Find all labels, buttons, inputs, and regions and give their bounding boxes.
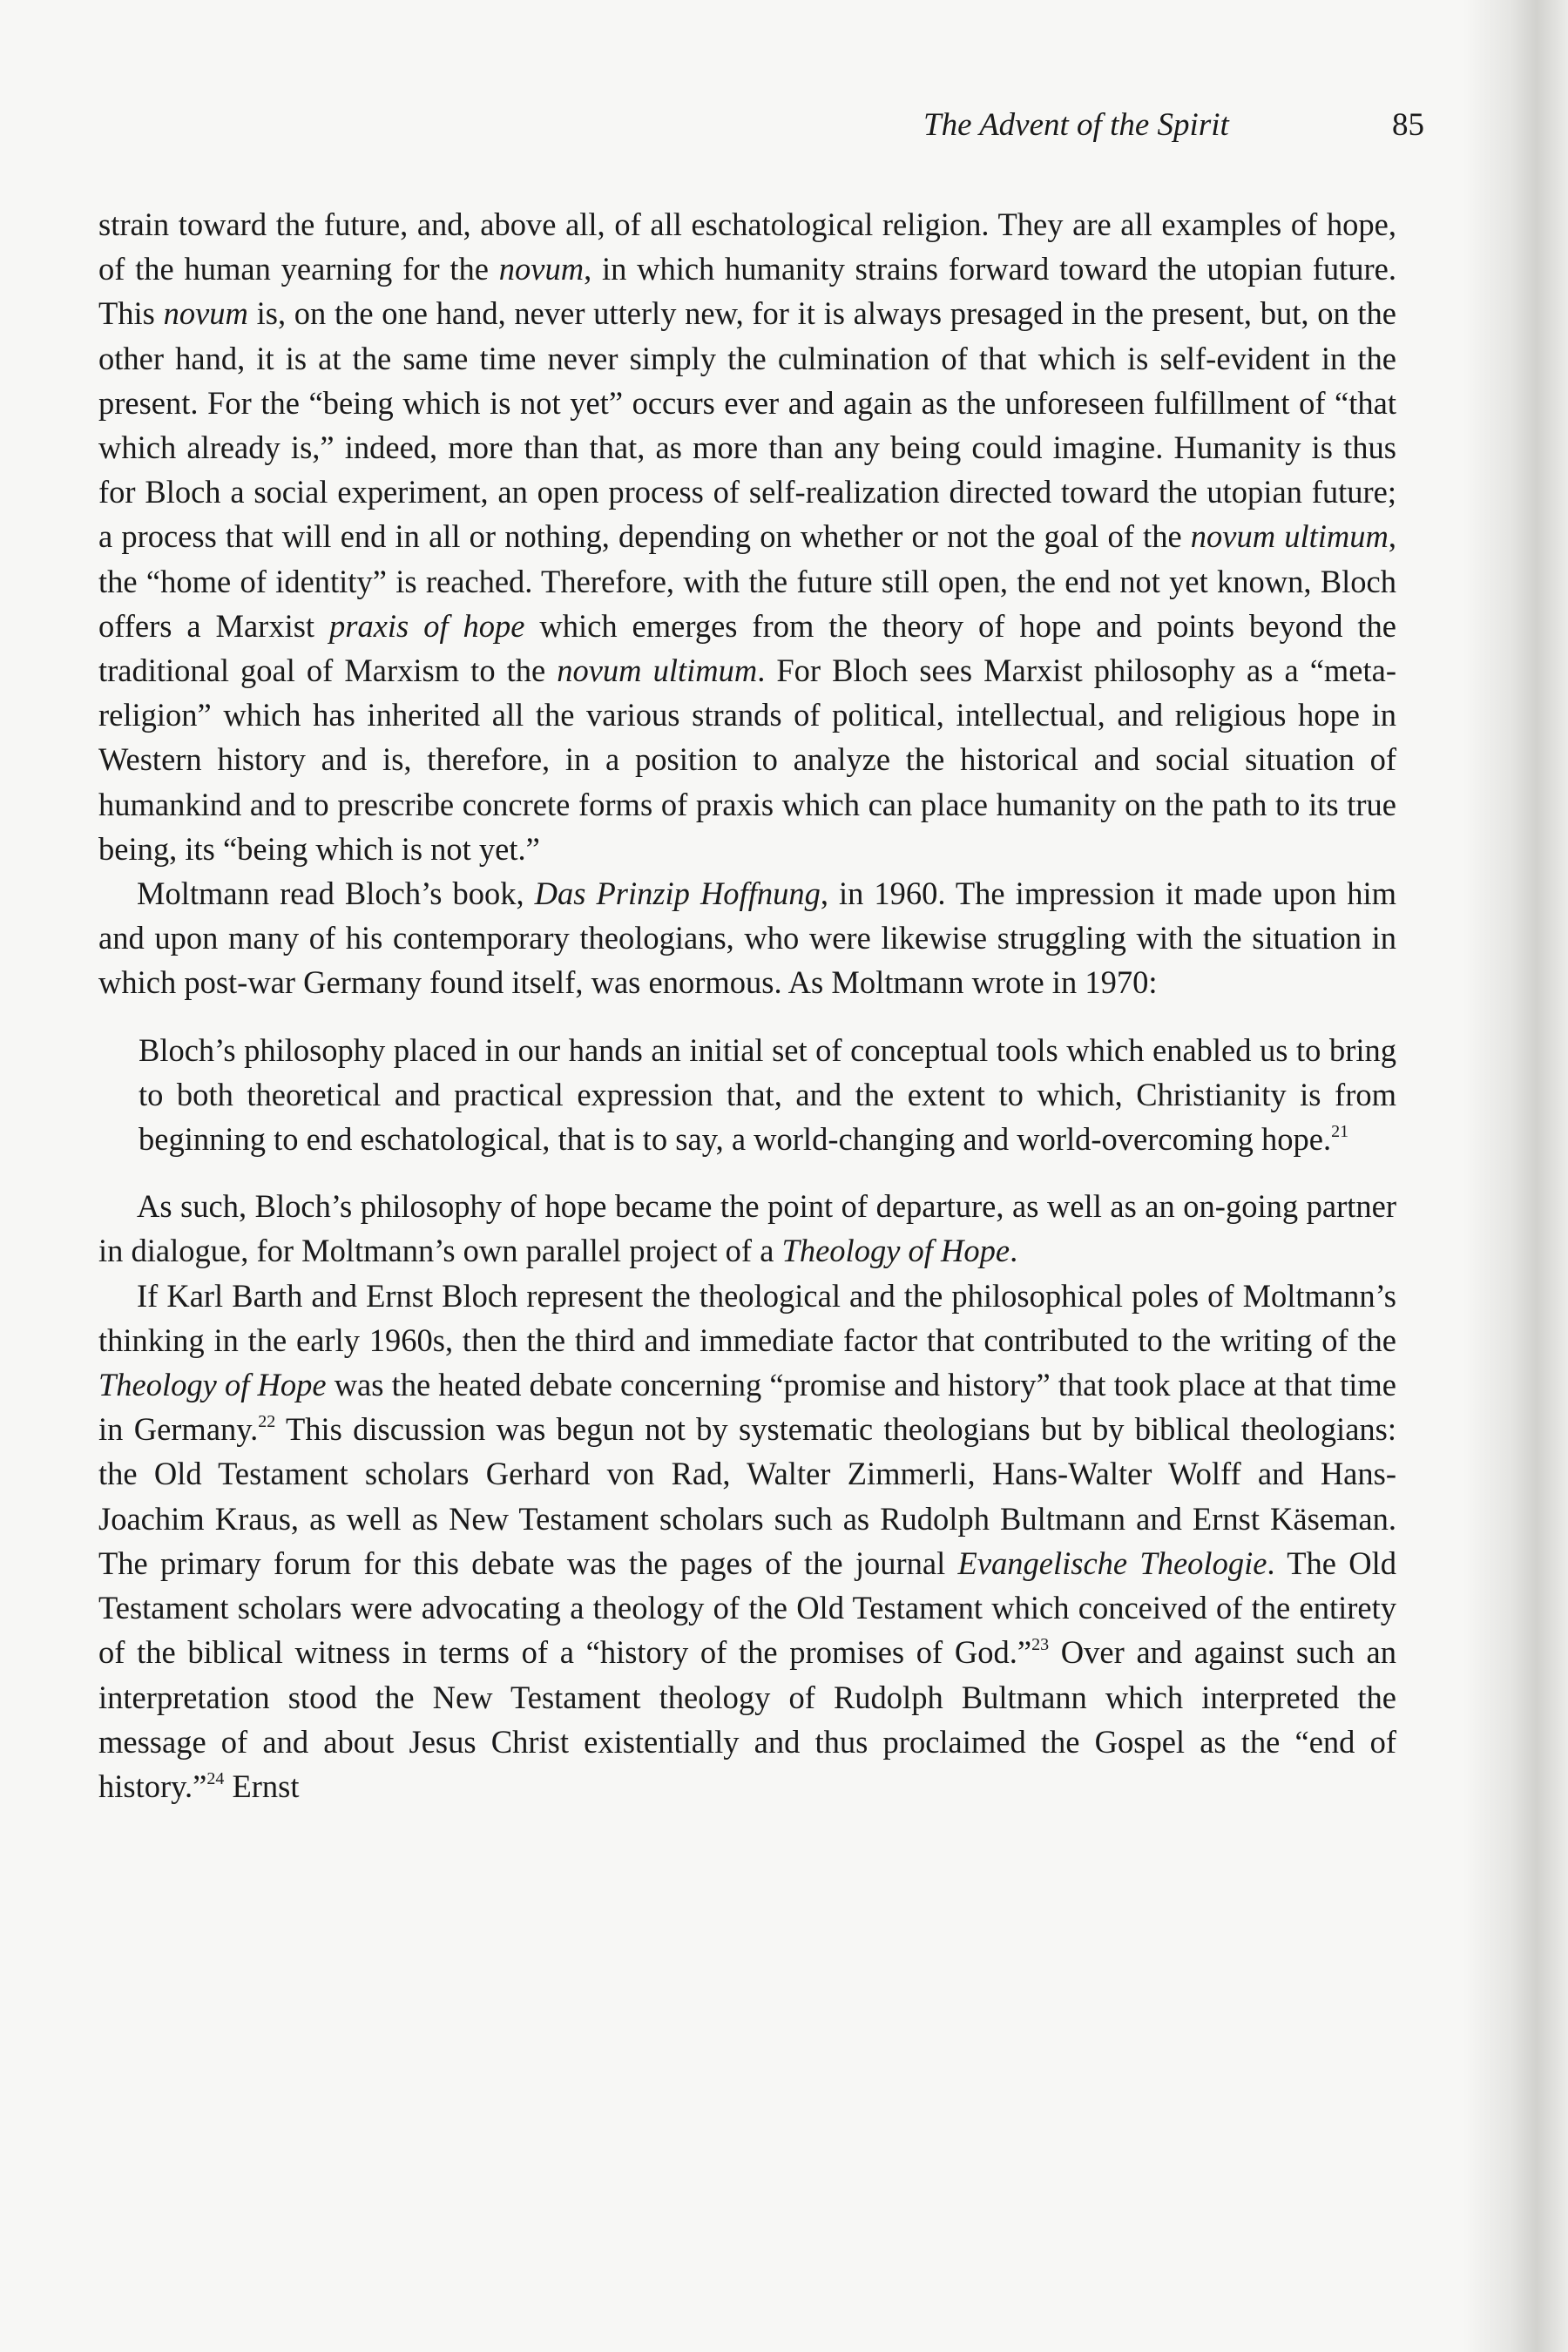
running-head <box>923 106 1424 155</box>
block-quote: Bloch’s philosophy placed in our hands an initial set of conceptual tools which enabled us to bring to both theoretical and practical expression that, and the extent to which, Christianity is from beginning to end eschatological, that is to say, a world-changing and world-overcoming hope.$^{21}$ <box>139 1031 1396 1158</box>
paragraph-1: strain toward the future, and, above all, of all eschatological religion. They are all examples of hope, of the human yearning for the novum, in which humanity strains forward toward the utopian future. This novum is, on the one hand, never utterly new, for it is always presaged in the present, but, on the other hand, it is at the same time never simply the culmination of that which is self-evident in the present. For the “being which is not yet” occurs ever and again as the unforeseen fulfillment of “that which already is,” indeed, more than that, as more than any being could imagine. Humanity is thus for Bloch a social experiment, an open process of self-realization directed toward the utopian future; a process that will end in all or nothing, depending on whether or not the goal of the novum ultimum, the “home of identity” is reached. Therefore, with the future still open, the end not yet known, Bloch offers a Marxist praxis of hope which emerges from the theory of hope and points beyond the traditional goal of Marxism to the novum ultimum. For Bloch sees Marxist philosophy as a “meta-religion” which has inherited all the various strands of political, intellectual, and religious hope in Western history and is, therefore, in a position to analyze the historical and social situation of humankind and to prescribe concrete forms of praxis which can place humanity on the path to its true being, its “being which is not yet.” <box>98 206 1397 867</box>
paragraph-2: Moltmann read Bloch’s book, Das Prinzip Hoffnung, in 1960. The impression it made upon him and upon many of his contemporary theologians, who were likewise struggling with the situation in which post-war Germany found itself, was enormous. As Moltmann wrote in 1970: <box>98 875 1396 1001</box>
footnote-ref-24: 24 <box>206 1768 225 1788</box>
footnote-ref-23: 23 <box>1031 1635 1050 1655</box>
running-title: The Advent of the Spirit <box>923 107 1229 143</box>
footnote-ref-21: 21 <box>1331 1121 1349 1141</box>
body-text <box>98 202 1396 1808</box>
scan-edge-shadow <box>1463 0 1568 2352</box>
page-number: 85 <box>1392 107 1424 143</box>
footnote-ref-22: 22 <box>258 1412 276 1432</box>
paragraph-3: As such, Bloch’s philosophy of hope became the point of departure, as well as an on-going partner in dialogue, for Moltmann’s own parallel project of a Theology of Hope. <box>98 1188 1396 1269</box>
paragraph-4: If Karl Barth and Ernst Bloch represent the theological and the philosophical poles of Moltmann’s thinking in the early 1960s, then the third and immediate factor that contributed to the writing of the Theology of Hope was the heated debate concerning “promise and history” that took place at that time in Germany.$^{22}$ This discussion was begun not by systematic theologians but by biblical theologians: the Old Testament scholars Gerhard von Rad, Walter Zimmerli, Hans-Walter Wolff and Hans-Joachim Kraus, as well as New Testament scholars such as Rudolph Bultmann and Ernst Käseman. The primary forum for this debate was the pages of the journal Evangelische Theologie. The Old Testament scholars were advocating a theology of the Old Testament which conceived of the entirety of the biblical witness in terms of a “history of the promises of God.”$^{23}$ Over and against such an interpretation stood the New Testament theology of Rudolph Bultmann which interpreted the message of and about Jesus Christ existentially and thus proclaimed the Gospel as the “end of history.”$^{24}$ Ernst <box>98 1277 1396 1804</box>
